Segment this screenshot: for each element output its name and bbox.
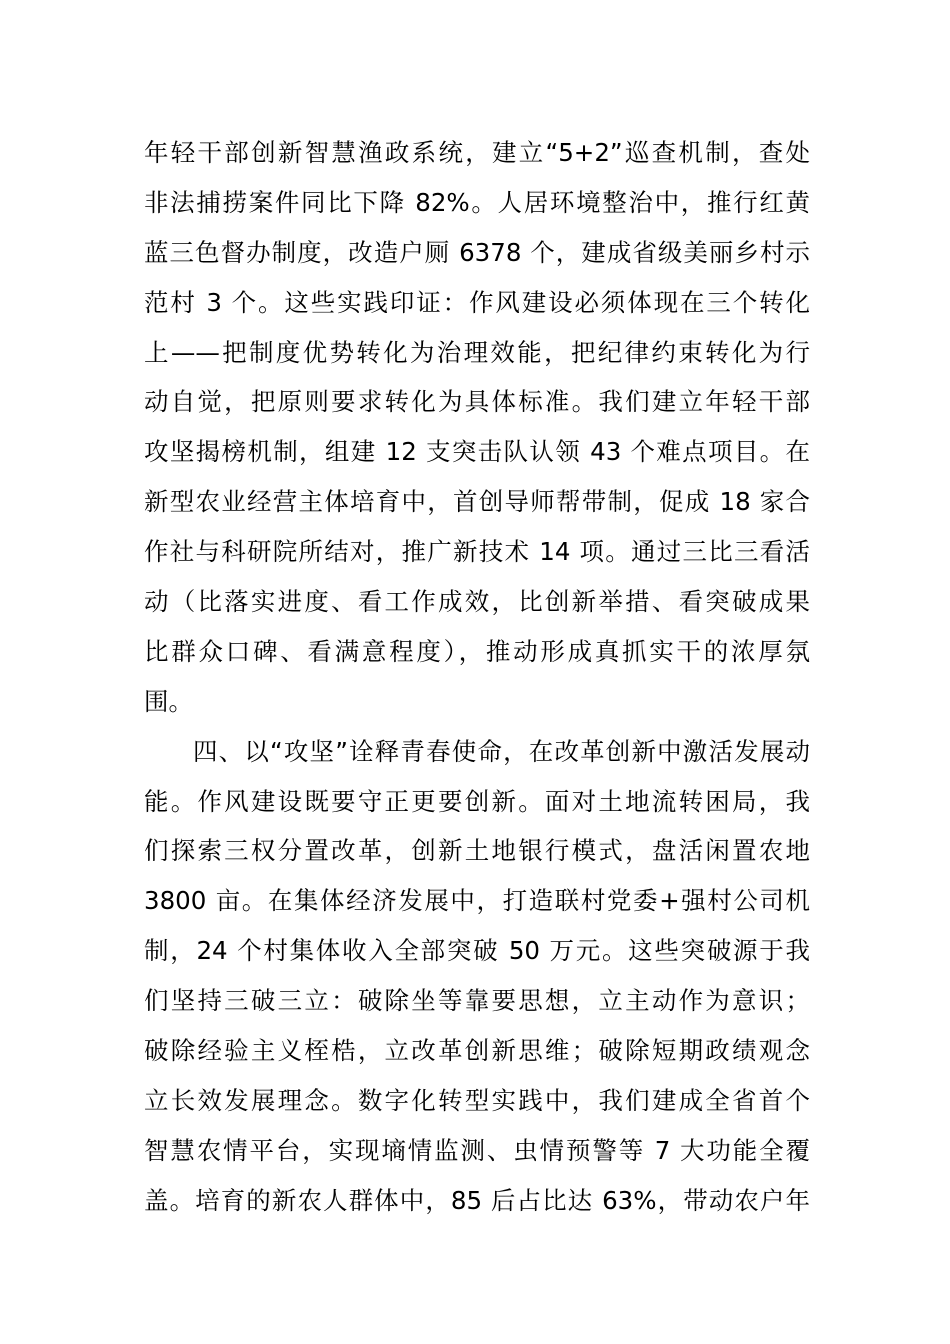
paragraph-line: 比群众口碑、看满意程度），推动形成真抓实干的浓厚氛 [144,636,810,666]
paragraph-line: 非法捕捞案件同比下降 82%。人居环境整治中，推行红黄 [144,187,810,217]
paragraph-line: 新型农业经营主体培育中，首创导师帮带制，促成 18 家合 [144,487,810,517]
paragraph-line: 3800 亩。在集体经济发展中，打造联村党委+强村公司机 [144,886,810,916]
paragraph-line: 们探索三权分置改革，创新土地银行模式，盘活闲置农地 [144,836,810,866]
paragraph-line: 围。 [144,686,193,716]
paragraph-line: 智慧农情平台，实现墒情监测、虫情预警等 7 大功能全覆 [144,1135,810,1165]
paragraph-line: 蓝三色督办制度，改造户厕 6378 个，建成省级美丽乡村示 [144,237,810,267]
paragraph-line: 上——把制度优势转化为治理效能，把纪律约束转化为行 [144,337,810,367]
paragraph-line: 制，24 个村集体收入全部突破 50 万元。这些突破源于我 [144,936,810,966]
paragraph-line: 动（比落实进度、看工作成效，比创新举措、看突破成果 [144,587,810,617]
paragraph-line: 动自觉，把原则要求转化为具体标准。我们建立年轻干部 [144,387,810,417]
paragraph-line: 作社与科研院所结对，推广新技术 14 项。通过三比三看活 [144,537,810,567]
paragraph-line: 们坚持三破三立：破除坐等靠要思想，立主动作为意识； [144,986,810,1016]
paragraph-line: 攻坚揭榜机制，组建 12 支突击队认领 43 个难点项目。在 [144,437,810,467]
paragraph-line: 年轻干部创新智慧渔政系统，建立“5+2”巡查机制，查处 [144,138,810,167]
paragraph-line: 立长效发展理念。数字化转型实践中，我们建成全省首个 [144,1085,810,1115]
document-body [144,128,810,1226]
paragraph-line: 能。作风建设既要守正更要创新。面对土地流转困局，我 [144,786,810,816]
paragraph-line: 盖。培育的新农人群体中，85 后占比达 63%，带动农户年 [144,1185,810,1215]
paragraph-line: 破除经验主义桎梏，立改革创新思维；破除短期政绩观念 [144,1036,810,1066]
paragraph-line: 范村 3 个。这些实践印证：作风建设必须体现在三个转化 [144,287,810,317]
section-heading-line: 四、以“攻坚”诠释青春使命，在改革创新中激活发展动 [193,736,810,766]
